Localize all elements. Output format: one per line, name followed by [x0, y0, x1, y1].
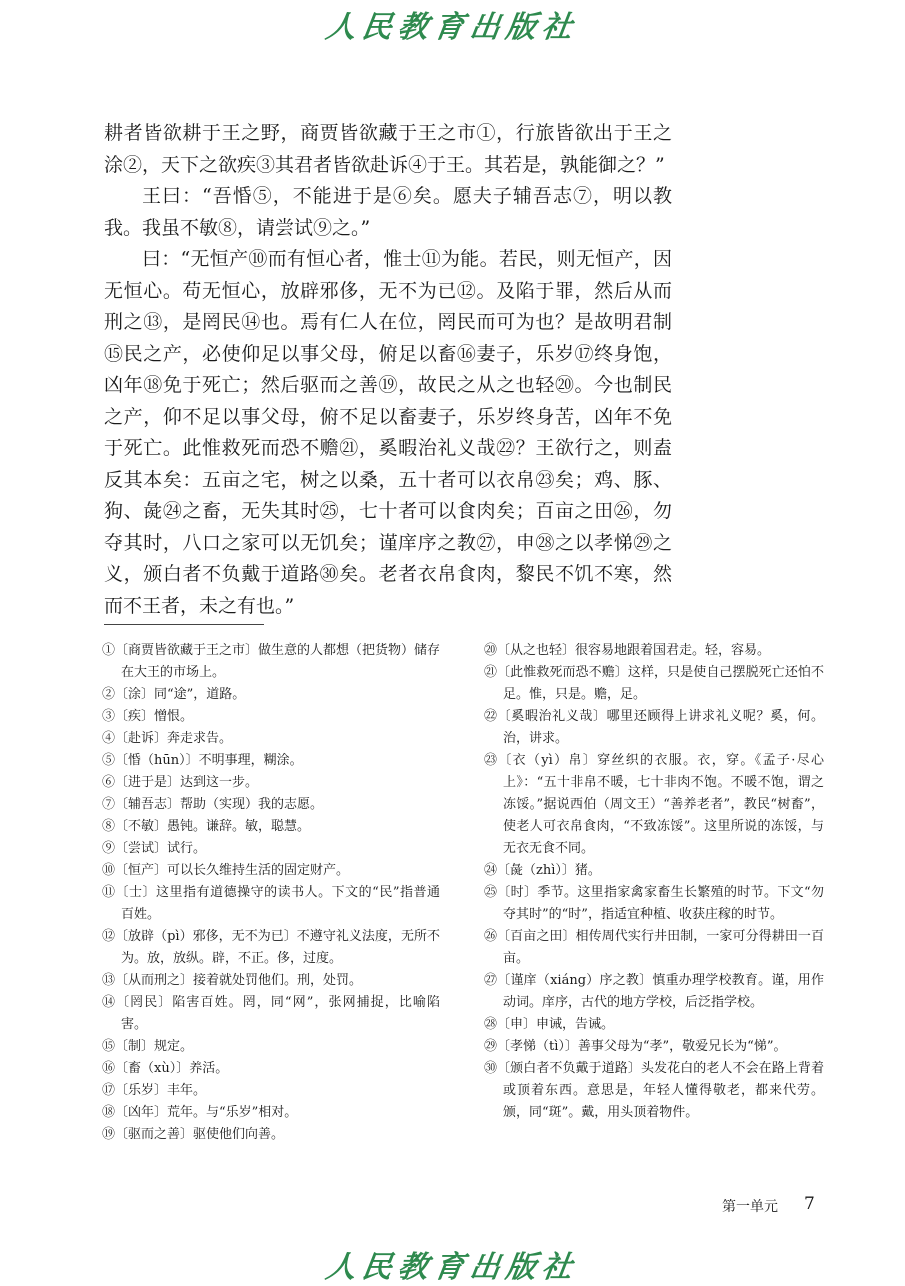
footnote: ㉗〔谨庠（xiáng）序之教〕慎重办理学校教育。谨，用作动词。庠序，古代的地方学校，后泛指学校。 [484, 973, 824, 1010]
footnote: ㉕〔时〕季节。这里指家禽家畜生长繁殖的时节。下文“勿夺其时”的“时”，指适宜种植、收获庄稼的时节。 [484, 885, 824, 922]
footnote: ⑩〔恒产〕可以长久维持生活的固定财产。 [102, 863, 350, 878]
footnote: ⑪〔士〕这里指有道德操守的读书人。下文的“民”指普通百姓。 [102, 885, 440, 922]
footnote: ③〔疾〕憎恨。 [102, 709, 194, 724]
footnote: ⑦〔辅吾志〕帮助（实现）我的志愿。 [102, 797, 324, 812]
paragraph-3: 曰：“无恒产⑩而有恒心者，惟士⑪为能。若民，则无恒产，因无恒心。苟无恒心，放辟邪侈，无不为已⑫。及陷于罪，然后从而刑之⑬，是罔民⑭也。焉有仁人在位，罔民而可为也？是故明君制⑮民之产，必使仰足以事父母，俯足以畜⑯妻子，乐岁⑰终身饱，凶年⑱免于死亡；然后驱而之善⑲，故民之从之也轻⑳。今也制民之产，仰不足以事父母，俯不足以畜妻子，乐岁终身苦，凶年不免于死亡。此惟救死而恐不赡㉑，奚暇治礼义哉㉒？王欲行之，则盍反其本矣：五亩之宅，树之以桑，五十者可以衣帛㉓矣；鸡、豚、狗、彘㉔之畜，无失其时㉕，七十者可以食肉矣；百亩之田㉖，勿夺其时，八口之家可以无饥矣；谨庠序之教㉗，申㉘之以孝悌㉙之义，颁白者不负戴于道路㉚矣。老者衣帛食肉，黎民不饥不寒，然而不王者，未之有也。” [104, 248, 672, 617]
footnote: ⑳〔从之也轻〕很容易地跟着国君走。轻，容易。 [484, 643, 771, 658]
footnote-divider [104, 624, 264, 625]
footnote: ⑤〔惛（hūn）〕不明事理，糊涂。 [102, 753, 303, 768]
publisher-logo-bottom: 人民教育出版社 [323, 1250, 581, 1285]
footnote: ④〔赴诉〕奔走求告。 [102, 731, 233, 746]
footnote: ⑲〔驱而之善〕驱使他们向善。 [102, 1127, 285, 1142]
footnote: ⑰〔乐岁〕丰年。 [102, 1083, 207, 1098]
unit-title: 第一单元 [722, 1199, 778, 1215]
footnote: ㉖〔百亩之田〕相传周代实行井田制，一家可分得耕田一百亩。 [484, 929, 824, 966]
footnote: ⑯〔畜（xù）〕养活。 [102, 1061, 229, 1076]
publisher-logo-top: 人民教育出版社 [323, 10, 581, 45]
footnote: ⑫〔放辟（pì）邪侈，无不为已〕不遵守礼义法度，无所不为。放，放纵。辟，不正。侈，过度。 [102, 929, 440, 966]
footnote: ㉔〔彘（zhì）〕猪。 [484, 863, 601, 878]
footnote: ⑭〔罔民〕陷害百姓。罔，同“网”，张网捕捉，比喻陷害。 [102, 995, 440, 1032]
footnote: ⑱〔凶年〕荒年。与“乐岁”相对。 [102, 1105, 298, 1120]
footnotes-left-column [102, 640, 440, 1146]
footnote: ㉘〔申〕申诫，告诫。 [484, 1017, 615, 1032]
footnote: ㉓〔衣（yì）帛〕穿丝织的衣服。衣，穿。《孟子·尽心上》：“五十非帛不暖，七十非肉不饱。不暖不饱，谓之冻馁。”据说西伯（周文王）“善养老者”，教民“树畜”，使老人可衣帛食肉，“不致冻馁”。这里所说的冻馁，与无衣无食不同。 [484, 753, 824, 856]
footnote: ㉙〔孝悌（tì）〕善事父母为“孝”，敬爱兄长为“悌”。 [484, 1039, 787, 1054]
paragraph-2: 王曰：“吾惛⑤，不能进于是⑥矣。愿夫子辅吾志⑦，明以教我。我虽不敏⑧，请尝试⑨之。” [104, 185, 672, 239]
footnote: ⑬〔从而刑之〕接着就处罚他们。刑，处罚。 [102, 973, 363, 988]
footnote: ②〔涂〕同“途”，道路。 [102, 687, 246, 702]
paragraph-1: 耕者皆欲耕于王之野，商贾皆欲藏于王之市①，行旅皆欲出于王之涂②，天下之欲疾③其君者皆欲赴诉④于王。其若是，孰能御之？” [104, 122, 672, 176]
footnotes-right-column [484, 640, 824, 1124]
footnote: ㉒〔奚暇治礼义哉〕哪里还顾得上讲求礼义呢？奚，何。治，讲求。 [484, 709, 824, 746]
footnote: ①〔商贾皆欲藏于王之市〕做生意的人都想（把货物）储存在大王的市场上。 [102, 643, 441, 680]
footnote: ⑧〔不敏〕愚钝。谦辞。敏，聪慧。 [102, 819, 311, 834]
footnote: ⑥〔进于是〕达到这一步。 [102, 775, 259, 790]
main-text [104, 118, 672, 622]
page-number: 7 [804, 1194, 815, 1214]
footnote: ㉚〔颁白者不负戴于道路〕头发花白的老人不会在路上背着或顶着东西。意思是，年轻人懂得敬老，都来代劳。颁，同“斑”。戴，用头顶着物件。 [484, 1061, 824, 1120]
footnote: ⑮〔制〕规定。 [102, 1039, 194, 1054]
footnote: ⑨〔尝试〕试行。 [102, 841, 207, 856]
footnote: ㉑〔此惟救死而恐不赡〕这样，只是使自己摆脱死亡还怕不足。惟，只是。赡，足。 [484, 665, 824, 702]
